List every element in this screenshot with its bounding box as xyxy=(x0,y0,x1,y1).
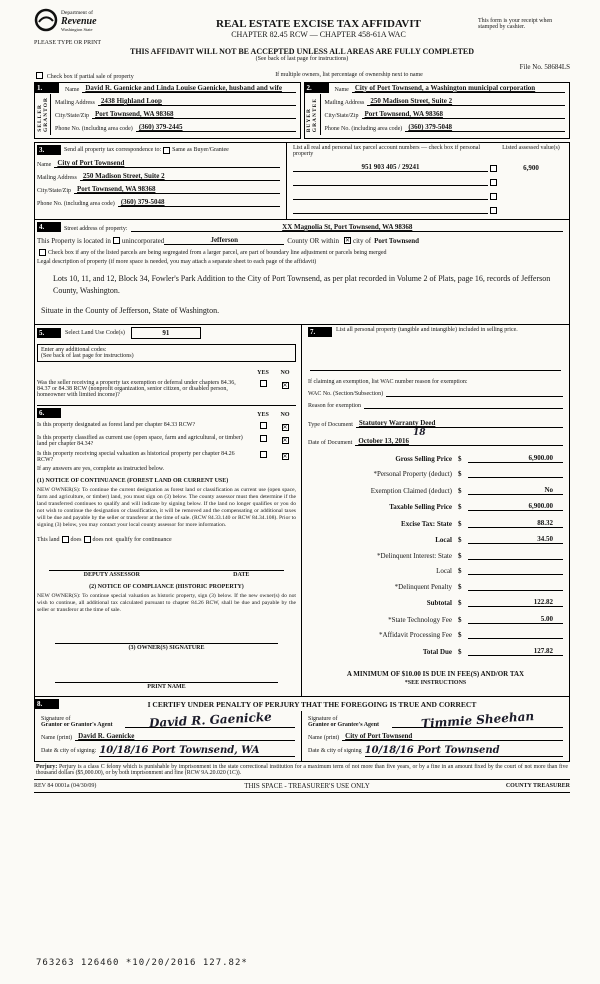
section-8 xyxy=(34,697,570,762)
wac-no-value[interactable] xyxy=(386,389,563,397)
dollar-sign: $ xyxy=(458,599,462,608)
section-4-tab: 4. xyxy=(37,222,61,232)
deputy-assessor-line[interactable] xyxy=(49,559,284,571)
fee-value-tech-fee[interactable]: 5.00 xyxy=(468,615,563,624)
buyer-mailing-label: Mailing Address xyxy=(324,100,365,106)
parcel-number-4[interactable] xyxy=(293,206,488,214)
segregated-checkbox[interactable] xyxy=(39,249,46,256)
s5-exemption-question: Was the seller receiving a property tax exemption or deferral under chapters 84.36, 84.37 or 84.38 RCW (nonprofit organization, senior citizen, or disabled person, homeowner with limited income)? xyxy=(37,380,236,399)
grantor-agent-label: Grantor or Grantor's Agent xyxy=(41,722,113,729)
buyer-section xyxy=(304,82,571,139)
grantor-date-city-label: Date & city of signing: xyxy=(41,748,97,755)
county-value[interactable]: Jefferson xyxy=(164,236,284,245)
s6-q1-yes-checkbox[interactable] xyxy=(260,422,267,429)
corr-citystatezip-value[interactable]: Port Townsend, WA 98368 xyxy=(74,185,280,194)
treasurer-space-label: THIS SPACE - TREASURER'S USE ONLY xyxy=(244,782,370,791)
county-or-within-label: County OR within xyxy=(287,236,339,245)
dor-logo-block xyxy=(34,8,159,46)
dollar-sign: $ xyxy=(458,519,462,528)
if-yes-note: If any answers are yes, complete as instructed below. xyxy=(37,466,165,473)
deputy-assessor-label: DEPUTY ASSESSOR xyxy=(83,572,140,579)
parcel-number-2[interactable] xyxy=(293,178,488,186)
situate-text: Situate in the County of Jefferson, State of Washington. xyxy=(41,306,220,316)
unincorporated-label: unincorporated xyxy=(121,236,165,245)
street-address-value[interactable]: XX Magnolia St, Port Townsend, WA 98368 xyxy=(131,223,563,232)
perjury-body: Perjury is a class C felony which is punishable by imprisonment in the state correctional institution for a maximum term of not more than five years, or by a fine in an amount fixed by the court of not more than five thousand dollars ($5,000.00), or by both imprisonment and fine (RCW 9A.20.020 (1C)). xyxy=(36,764,569,777)
s6-yes-header: YES xyxy=(257,412,269,419)
corr-phone-label: Phone No. (including area code) xyxy=(37,201,115,208)
s6-q2-yes-checkbox[interactable] xyxy=(260,435,267,442)
qualify-label: qualify for continuance xyxy=(115,536,172,543)
land-use-label: Select Land Use Code(s) xyxy=(65,330,125,337)
dollar-sign: $ xyxy=(458,647,462,656)
seller-name-value[interactable]: David R. Gaenicke and Linda Louise Gaenicke, husband and wife xyxy=(82,84,295,93)
grantor-date-city-field[interactable] xyxy=(99,745,295,757)
assessed-value-1[interactable]: 6,900 xyxy=(523,164,539,173)
dollar-sign: $ xyxy=(458,615,462,624)
s5-no-header: NO xyxy=(280,370,290,377)
reason-exemption-value[interactable] xyxy=(364,401,563,409)
s5-no-checkbox[interactable]: ✕ xyxy=(282,383,288,390)
county-treasurer-label: COUNTY TREASURER xyxy=(505,783,570,790)
type-of-document-label: Type of Document xyxy=(308,422,353,429)
fee-label-subtotal: Subtotal xyxy=(426,599,452,608)
see-back-note: (See back of last page for instructions) xyxy=(255,56,349,62)
buyer-name-value[interactable]: City of Port Townsend, a Washington municipal corporation xyxy=(352,84,565,93)
date-of-document-value[interactable]: October 13, 2016 xyxy=(355,437,563,446)
legal-description-text[interactable]: Lots 10, 11, and 12, Block 34, Fowler's Park Addition to the City of Port Townsend, as per plat recorded in Volume 2 of Plats, page 16, records of Jefferson County, Washington. xyxy=(53,274,551,295)
form-chapter: CHAPTER 82.45 RCW — CHAPTER 458-61A WAC xyxy=(231,30,406,39)
buyer-grantee-side-label xyxy=(305,94,321,135)
sections-5-6-column xyxy=(35,325,302,696)
fee-value-gross[interactable]: 6,900.00 xyxy=(468,454,563,463)
please-type-label: PLEASE TYPE OR PRINT xyxy=(34,40,102,46)
section-4 xyxy=(34,220,570,325)
fee-value-delinq-int-state[interactable] xyxy=(468,552,563,560)
section-8-tab: 8. xyxy=(35,699,59,709)
seller-phone-value[interactable]: (360) 379-2445 xyxy=(136,123,296,132)
land-use-code-value[interactable]: 91 xyxy=(131,327,201,339)
s6-q2-no-checkbox[interactable]: ✕ xyxy=(282,438,288,445)
receipt-note: This form is your receipt when stamped by cashier. xyxy=(478,18,553,30)
corr-citystatezip-label: City/State/Zip xyxy=(37,188,71,195)
grantee-agent-label: Grantee or Grantee's Agent xyxy=(308,722,380,729)
perjury-label: Perjury: xyxy=(36,764,58,771)
city-checkbox[interactable]: ✕ xyxy=(345,238,351,245)
buyer-name-label: Name xyxy=(334,87,349,93)
fee-value-delinq-int-local[interactable] xyxy=(468,567,563,575)
buyer-phone-label: Phone No. (including area code) xyxy=(324,126,403,132)
seller-phone-label: Phone No. (including area code) xyxy=(55,126,133,132)
grantor-date-city-handwriting: 10/18/16 Port Townsend, WA xyxy=(99,745,260,757)
street-address-label: Street address of property: xyxy=(64,226,128,233)
minimum-due-note: A MINIMUM OF $10.00 IS DUE IN FEE(S) AND/OR TAX xyxy=(346,669,525,678)
grantee-side-text: GRANTEE xyxy=(312,97,318,133)
section-2-tab: 2. xyxy=(305,83,329,93)
grantor-signature-handwriting: David R. Gaenicke xyxy=(148,709,272,731)
wac-no-label: WAC No. (Section/Subsection) xyxy=(308,391,384,398)
s6-q3-no-checkbox[interactable]: ✕ xyxy=(282,454,288,461)
multiple-owners-note: If multiple owners, list percentage of ownership next to name xyxy=(275,72,423,78)
assessed-values-header: Listed assessed value(s) xyxy=(502,145,560,152)
footer-row xyxy=(34,780,570,793)
fee-value-total-due[interactable]: 127.82 xyxy=(468,647,563,656)
form-warning: THIS AFFIDAVIT WILL NOT BE ACCEPTED UNLESS ALL AREAS ARE FULLY COMPLETED xyxy=(129,47,475,56)
fee-value-processing-fee[interactable] xyxy=(468,631,563,639)
does-checkbox[interactable] xyxy=(62,536,69,543)
fee-value-taxable[interactable]: 6,900.00 xyxy=(468,502,563,511)
see-back-instructions: (See back of last page for instructions) xyxy=(41,353,134,360)
fee-label-delinq-int-local: Local xyxy=(436,567,452,576)
mid-columns xyxy=(34,325,570,697)
grantor-name-print-value[interactable]: David R. Gaenicke xyxy=(75,732,295,741)
fee-label-total-due: Total Due xyxy=(422,647,452,656)
dollar-sign: $ xyxy=(458,551,462,560)
located-in-label: This Property is located in xyxy=(37,236,111,245)
deputy-date-label: DATE xyxy=(233,572,250,579)
grantee-signature-block xyxy=(302,711,569,761)
corr-mailing-value[interactable]: 250 Madison Street, Suite 2 xyxy=(80,172,280,181)
s6-q1-no-checkbox[interactable]: ✕ xyxy=(282,425,288,432)
additional-codes-label: Enter any additional codes: xyxy=(41,347,107,354)
same-as-buyer-checkbox[interactable] xyxy=(163,147,170,154)
does-not-checkbox[interactable] xyxy=(84,536,91,543)
seller-citystatezip-value[interactable]: Port Townsend, WA 98368 xyxy=(92,110,296,119)
buyer-citystatezip-label: City/State/Zip xyxy=(324,113,359,119)
s5-yes-header: YES xyxy=(257,370,269,377)
form-title: REAL ESTATE EXCISE TAX AFFIDAVIT xyxy=(216,18,421,30)
type-of-document-value[interactable]: Statutory Warranty Deed xyxy=(356,419,563,428)
grantor-name-print-label: Name (print) xyxy=(41,735,73,742)
seller-citystatezip-label: City/State/Zip xyxy=(55,113,89,119)
personal-property-input-area[interactable] xyxy=(310,341,561,371)
fee-label-personal: *Personal Property (deduct) xyxy=(373,470,452,479)
grantor-signature-of-label: Signature of xyxy=(41,716,71,723)
s5-yes-checkbox[interactable] xyxy=(260,380,267,387)
fee-value-excise-state[interactable]: 88.32 xyxy=(468,519,563,528)
section-5-tab: 5. xyxy=(37,328,61,338)
grantee-signature-field[interactable] xyxy=(392,709,563,731)
parcel-number-1[interactable]: 951 903 405 / 29241 xyxy=(293,163,488,172)
section-6-tab: 6. xyxy=(37,408,61,418)
personal-property-label: List all personal property (tangible and intangible) included in selling price. xyxy=(336,327,518,334)
section-7-tab: 7. xyxy=(308,327,332,337)
partial-sale-checkbox[interactable] xyxy=(36,72,43,79)
notice1-title: (1) NOTICE OF CONTINUANCE (FOREST LAND OR CURRENT USE) xyxy=(37,478,229,485)
s6-question-2: Is this property classified as current use (open space, farm and agricultural, or timber) land per chapter 84.34? xyxy=(37,435,243,448)
unincorporated-checkbox[interactable] xyxy=(113,237,120,244)
buyer-citystatezip-value[interactable]: Port Townsend, WA 98368 xyxy=(362,110,566,119)
s6-question-3: Is this property receiving special valuation as historical property per chapter 84.26 RCW? xyxy=(37,451,235,464)
logo-revenue-text: Revenue xyxy=(61,16,97,27)
section-1-tab: 1. xyxy=(35,83,59,93)
fee-value-subtotal[interactable]: 122.82 xyxy=(468,598,563,607)
fee-label-excise-local: Local xyxy=(435,536,452,545)
does-not-label: does not xyxy=(92,536,113,543)
same-as-buyer-label: Same as Buyer/Grantee xyxy=(172,147,229,154)
buyer-side-text: BUYER xyxy=(306,107,312,133)
city-of-label: city of xyxy=(353,236,372,245)
legal-description-label: Legal description of property (if more space is needed, you may attach a separate sheet to each page of the affidavit) xyxy=(37,259,317,266)
fee-label-taxable: Taxable Selling Price xyxy=(389,503,452,512)
parcel-2-personal-checkbox[interactable] xyxy=(490,179,497,186)
grantee-name-print-label: Name (print) xyxy=(308,735,340,742)
segregated-label: Check box if any of the listed parcels are being segregated from a larger parcel, are part of boundary line adjustment or parcels being merged xyxy=(48,249,387,256)
dollar-sign: $ xyxy=(458,631,462,640)
rev-form-number: REV 84 0001a (04/30/09) xyxy=(34,783,97,790)
seller-side-text: SELLER xyxy=(36,104,43,133)
send-correspondence-label: Send all property tax correspondence to: xyxy=(64,147,162,154)
dor-logo-icon xyxy=(34,8,58,34)
s6-question-1: Is this property designated as forest land per chapter 84.33 RCW? xyxy=(37,422,196,429)
section-3-tab: 3. xyxy=(37,145,61,155)
notice2-body: NEW OWNER(S): To continue special valuation as historic property, sign (3) below. If the new owner(s) do not wish to continue, all additional tax calculated pursuant to chapter 84.26 RCW, shall be due and payable by the seller or transferor at the time of sale. xyxy=(37,593,296,614)
fee-value-personal[interactable] xyxy=(468,470,563,478)
perjury-clause xyxy=(34,762,570,780)
seller-mailing-value[interactable]: 2438 Highland Loop xyxy=(98,97,296,106)
print-name-label: PRINT NAME xyxy=(147,684,186,691)
corr-mailing-label: Mailing Address xyxy=(37,175,77,182)
form-header xyxy=(34,8,570,46)
fee-label-exemption: Exemption Claimed (deduct) xyxy=(370,486,452,495)
exemption-claim-label: If claiming an exemption, list WAC number reason for exemption: xyxy=(308,379,468,386)
buyer-phone-value[interactable]: (360) 379-5048 xyxy=(405,123,565,132)
grantor-side-text: GRANTOR xyxy=(42,97,49,133)
corr-phone-value[interactable]: (360) 379-5048 xyxy=(118,198,280,207)
fee-label-tech-fee: *State Technology Fee xyxy=(388,615,452,624)
fee-value-delinq-penalty[interactable] xyxy=(468,583,563,591)
parcel-4-personal-checkbox[interactable] xyxy=(490,207,497,214)
certify-statement: I CERTIFY UNDER PENALTY OF PERJURY THAT THE FOREGOING IS TRUE AND CORRECT xyxy=(147,699,477,709)
parcel-numbers-header: List all real and personal tax parcel account numbers — check box if personal property xyxy=(292,145,481,158)
fee-value-exemption[interactable]: No xyxy=(468,486,563,495)
this-land-label: This land xyxy=(37,536,60,543)
seller-name-label: Name xyxy=(65,87,80,93)
grantee-date-city-handwriting: 10/18/16 Port Townsend xyxy=(364,745,500,757)
date-of-document-label: Date of Document xyxy=(308,440,353,447)
parcel-number-3[interactable] xyxy=(293,192,488,200)
city-of-value[interactable]: Port Townsend xyxy=(374,236,420,245)
s6-q3-yes-checkbox[interactable] xyxy=(260,451,267,458)
grantor-signature-block xyxy=(35,711,302,761)
grantor-signature-field[interactable] xyxy=(125,709,295,731)
fee-label-processing-fee: *Affidavit Processing Fee xyxy=(379,631,452,640)
buyer-mailing-value[interactable]: 250 Madison Street, Suite 2 xyxy=(367,97,565,106)
fee-label-delinq-int-state: *Delinquent Interest: State xyxy=(376,551,452,560)
dollar-sign: $ xyxy=(458,567,462,576)
dollar-sign: $ xyxy=(458,582,462,591)
seller-grantor-side-label xyxy=(35,94,51,135)
parties-row xyxy=(34,82,570,139)
file-no: File No. 58684LS xyxy=(519,63,570,71)
seller-mailing-label: Mailing Address xyxy=(55,100,95,106)
date-correction-handwritten: 18 xyxy=(413,428,426,439)
corr-name-label: Name xyxy=(37,162,52,169)
dollar-sign: $ xyxy=(458,470,462,479)
reason-exemption-label: Reason for exemption xyxy=(308,403,361,410)
print-name-line[interactable] xyxy=(55,671,278,683)
dollar-sign: $ xyxy=(458,486,462,495)
owners-signature-line[interactable] xyxy=(55,632,278,644)
fee-label-gross: Gross Selling Price xyxy=(395,454,452,463)
fee-label-delinq-penalty: *Delinquent Penalty xyxy=(394,582,452,591)
see-instructions-note: *SEE INSTRUCTIONS xyxy=(404,679,467,686)
grantee-signature-handwriting: Timmie Sheehan xyxy=(420,709,535,731)
dollar-sign: $ xyxy=(458,503,462,512)
owners-signature-label: (3) OWNER(S) SIGNATURE xyxy=(128,645,205,652)
parcel-1-personal-checkbox[interactable] xyxy=(490,165,497,172)
grantee-date-city-label: Date & city of signing xyxy=(308,748,362,755)
cashier-stamp-line: 763263 126460 *10/20/2016 127.82* xyxy=(36,958,248,968)
parcel-3-personal-checkbox[interactable] xyxy=(490,193,497,200)
partial-sale-label: Check box if partial sale of property xyxy=(46,74,134,80)
dollar-sign: $ xyxy=(458,536,462,545)
fee-label-excise-state: Excise Tax: State xyxy=(401,519,452,528)
logo-dept-text: Department of xyxy=(61,10,93,16)
notice2-title: (2) NOTICE OF COMPLIANCE (HISTORIC PROPERTY) xyxy=(89,584,244,591)
section-7-column xyxy=(302,325,569,696)
dollar-sign: $ xyxy=(458,454,462,463)
partial-sale-row xyxy=(34,72,570,80)
does-label: does xyxy=(70,536,82,543)
grantee-date-city-field[interactable] xyxy=(365,745,563,757)
section-3 xyxy=(34,142,570,220)
grantee-signature-of-label: Signature of xyxy=(308,716,338,723)
grantee-name-print-value[interactable]: City of Port Townsend xyxy=(342,732,563,741)
s6-no-header: NO xyxy=(280,412,290,419)
corr-name-value[interactable]: City of Port Townsend xyxy=(54,159,280,168)
notice1-body: NEW OWNER(S): To continue the current designation as forest land or classification as current use (open space, farm and agriculture, or timber) land, you must sign on (3) below. The county assessor must then determine if the land transferred continues to qualify and will indicate by signing below. If the land no longer qualifies or you do not wish to continue the designation or classification, it will be removed and the compensating or additional taxes will be due and payable by the seller or transferor at the time of sale. (RCW 84.33.140 or RCW 84.34.108). Prior to signing (3) below, you may contact your local county assessor for more information. xyxy=(37,487,296,529)
logo-state-text: Washington State xyxy=(61,27,93,32)
fee-value-excise-local[interactable]: 34.50 xyxy=(468,535,563,544)
seller-section xyxy=(34,82,301,139)
